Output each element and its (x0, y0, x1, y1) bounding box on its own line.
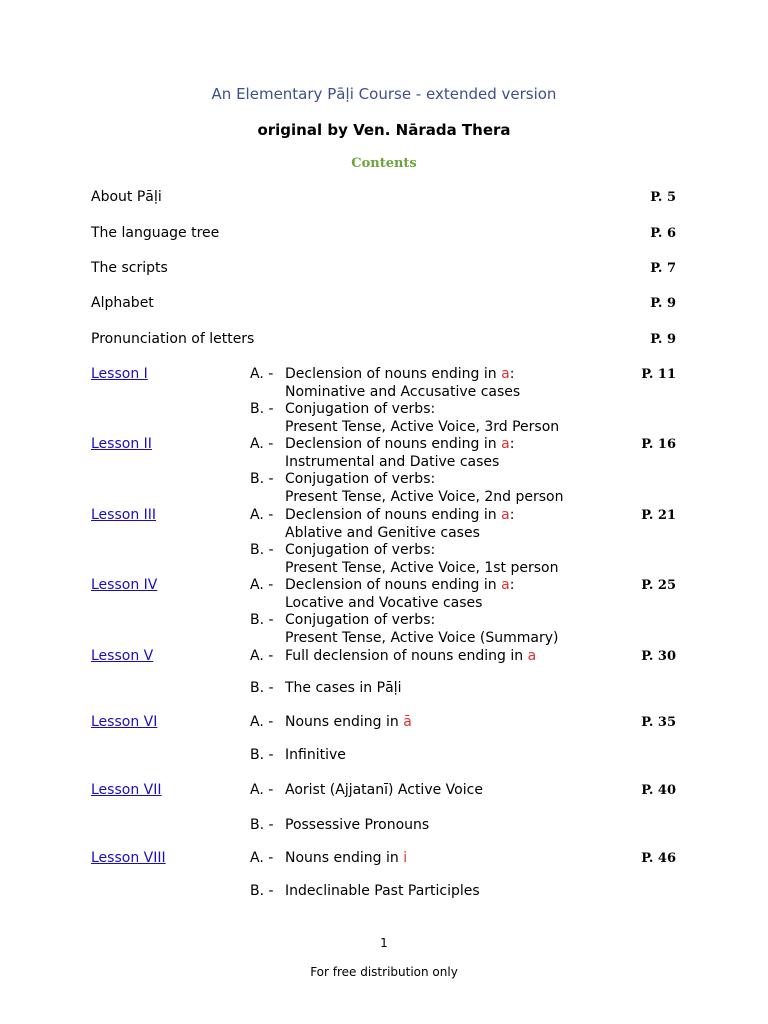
lesson-2-part-b (250, 471, 435, 487)
toc-page-alphabet: P. 9 (650, 296, 676, 311)
part-prefix: B. - (250, 883, 274, 899)
part-suffix: : (509, 577, 515, 593)
lesson-6-part-a (250, 714, 412, 730)
part-text: Conjugation of verbs: (285, 471, 436, 487)
part-prefix: B. - (250, 401, 274, 417)
contents-heading: Contents (351, 156, 417, 171)
lesson-3-page: P. 21 (641, 508, 676, 523)
part-prefix: B. - (250, 817, 274, 833)
part-prefix: A. - (250, 507, 274, 523)
part-prefix: A. - (250, 436, 274, 452)
toc-label-scripts: The scripts (91, 260, 168, 276)
lesson-2-page: P. 16 (641, 437, 676, 452)
part-highlight: a (501, 577, 510, 593)
lesson-link-3[interactable]: Lesson III (91, 507, 157, 523)
part-highlight: ā (403, 714, 412, 730)
part-text: Conjugation of verbs: (285, 542, 436, 558)
part-prefix: B. - (250, 680, 274, 696)
lesson-6-page: P. 35 (641, 715, 676, 730)
footer-note: For free distribution only (310, 965, 458, 979)
lesson-7-page: P. 40 (641, 783, 676, 798)
part-text: Indeclinable Past Participles (285, 883, 480, 899)
part-highlight: a (501, 507, 510, 523)
part-highlight: a (527, 648, 537, 664)
page-number: 1 (380, 936, 388, 950)
part-suffix: : (509, 366, 515, 382)
lesson-2-part-a (250, 436, 514, 452)
part-prefix: B. - (250, 542, 274, 558)
lesson-8-part-b (250, 883, 480, 899)
toc-page-scripts: P. 7 (650, 261, 676, 276)
lesson-4-page: P. 25 (641, 578, 676, 593)
part-prefix: B. - (250, 612, 274, 628)
part-text: Nouns ending in (285, 714, 404, 730)
lesson-1-part-b-cont: Present Tense, Active Voice, 3rd Person (285, 419, 560, 435)
toc-page-pronunciation: P. 9 (650, 332, 676, 347)
lesson-3-part-b-cont: Present Tense, Active Voice, 1st person (285, 560, 559, 576)
part-prefix: A. - (250, 714, 274, 730)
part-text: The cases in Pāḷi (285, 680, 402, 696)
lesson-7-part-b (250, 817, 429, 833)
part-text: Possessive Pronouns (285, 817, 430, 833)
part-prefix: A. - (250, 577, 274, 593)
part-text: Declension of nouns ending in (285, 507, 502, 523)
lesson-link-7[interactable]: Lesson VII (91, 782, 162, 798)
part-text: Declension of nouns ending in (285, 436, 502, 452)
part-prefix: A. - (250, 366, 274, 382)
lesson-link-6[interactable]: Lesson VI (91, 714, 158, 730)
lesson-4-part-a-cont: Locative and Vocative cases (285, 595, 483, 611)
lesson-7-part-a (250, 782, 483, 798)
part-text: Conjugation of verbs: (285, 612, 436, 628)
lesson-2-part-b-cont: Present Tense, Active Voice, 2nd person (285, 489, 564, 505)
lesson-4-part-b (250, 612, 435, 628)
lesson-3-part-a (250, 507, 514, 523)
part-prefix: A. - (250, 648, 274, 664)
document-subtitle: original by Ven. Nārada Thera (257, 121, 511, 139)
toc-label-alphabet: Alphabet (91, 295, 154, 311)
part-highlight: i (403, 850, 408, 866)
lesson-1-part-a (250, 366, 514, 382)
lesson-1-part-b (250, 401, 435, 417)
lesson-link-5[interactable]: Lesson V (91, 648, 154, 664)
part-text: Infinitive (285, 747, 346, 763)
lesson-link-4[interactable]: Lesson IV (91, 577, 158, 593)
lesson-link-1[interactable]: Lesson I (91, 366, 148, 382)
part-text: Nouns ending in (285, 850, 404, 866)
part-text: Conjugation of verbs: (285, 401, 436, 417)
lesson-6-part-b (250, 747, 346, 763)
lesson-8-page: P. 46 (641, 851, 676, 866)
part-highlight: a (501, 436, 510, 452)
lesson-5-page: P. 30 (641, 649, 676, 664)
lesson-8-part-a (250, 850, 407, 866)
part-text: Full declension of nouns ending in (285, 648, 528, 664)
toc-page-language-tree: P. 6 (650, 226, 676, 241)
lesson-5-part-b (250, 680, 402, 696)
lesson-1-page: P. 11 (641, 367, 676, 382)
lesson-1-part-a-cont: Nominative and Accusative cases (285, 384, 521, 400)
part-prefix: B. - (250, 747, 274, 763)
lesson-4-part-a (250, 577, 514, 593)
part-text: Declension of nouns ending in (285, 366, 502, 382)
part-suffix: : (509, 507, 515, 523)
part-prefix: A. - (250, 782, 274, 798)
toc-label-pronunciation: Pronunciation of letters (91, 331, 255, 347)
part-highlight: a (501, 366, 510, 382)
lesson-2-part-a-cont: Instrumental and Dative cases (285, 454, 500, 470)
part-prefix: B. - (250, 471, 274, 487)
lesson-link-8[interactable]: Lesson VIII (91, 850, 166, 866)
lesson-link-2[interactable]: Lesson II (91, 436, 152, 452)
lesson-3-part-a-cont: Ablative and Genitive cases (285, 525, 480, 541)
lesson-4-part-b-cont: Present Tense, Active Voice (Summary) (285, 630, 559, 646)
lesson-3-part-b (250, 542, 435, 558)
part-text: Declension of nouns ending in (285, 577, 502, 593)
part-prefix: A. - (250, 850, 274, 866)
toc-page-about-pali: P. 5 (650, 190, 676, 205)
lesson-5-part-a (250, 648, 536, 664)
part-text: Aorist (Ajjatanī) Active Voice (285, 782, 483, 798)
part-suffix: : (509, 436, 515, 452)
document-title: An Elementary Pāḷi Course - extended version (211, 85, 557, 103)
toc-label-language-tree: The language tree (91, 225, 220, 241)
toc-label-about-pali: About Pāḷi (91, 189, 162, 205)
